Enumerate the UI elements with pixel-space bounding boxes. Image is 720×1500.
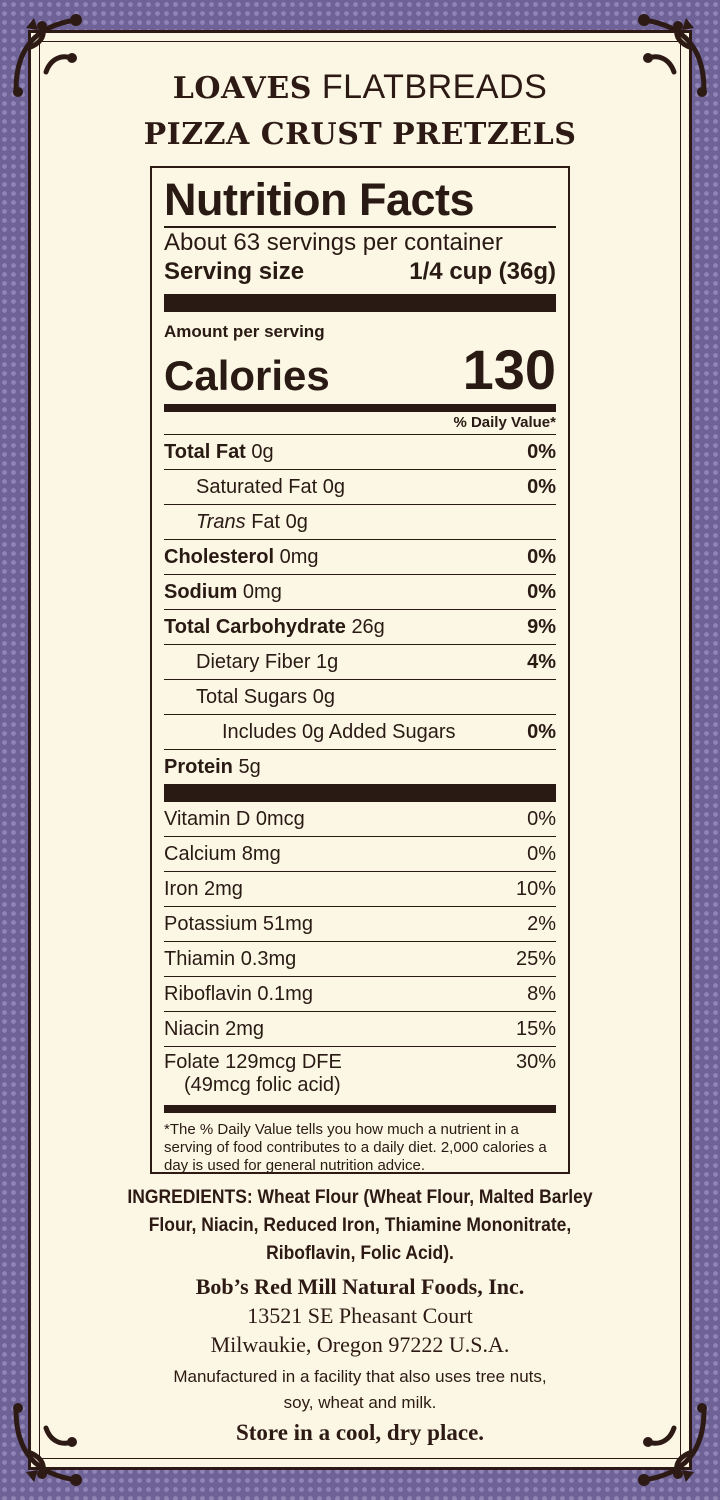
vitamin-name: Vitamin D 0mcg (164, 807, 305, 830)
nutrient-percent: 0% (527, 440, 556, 463)
nutrition-facts-title: Nutrition Facts (164, 174, 475, 225)
medium-divider (164, 404, 556, 412)
nutrient-name: Protein (164, 755, 233, 778)
calories-label: Calories (164, 352, 330, 399)
heading-pretzels: PRETZELS (392, 117, 577, 152)
nutrient-percent: 0% (527, 475, 556, 498)
company-name: Bob’s Red Mill Natural Foods, Inc. (195, 1274, 525, 1299)
nutrient-row-saturated-fat (164, 470, 556, 505)
vitamin-row (164, 872, 556, 907)
vitamin-name: Potassium 51mg (164, 912, 313, 935)
allergen-statement: Manufactured in a facility that also uses tree nuts, soy, wheat and milk. (173, 1367, 547, 1412)
nutrient-amount: 0mg (242, 580, 282, 603)
vitamin-subtext: (49mcg folic acid) (184, 1074, 341, 1096)
calories-row (164, 338, 556, 401)
heading-loaves: LOAVES (172, 71, 312, 106)
vitamin-row (164, 1012, 556, 1047)
nutrient-row-sodium (164, 575, 556, 610)
nutrient-name: Includes 0g Added Sugars (222, 720, 456, 743)
thick-divider (164, 784, 556, 802)
heading-flatbreads: FLATBREADS (321, 68, 548, 106)
nutrient-percent: 9% (527, 615, 556, 638)
nutrient-row-total-fat (164, 435, 556, 470)
vitamin-name: Calcium 8mg (164, 842, 281, 865)
uses-heading-line2 (0, 114, 720, 154)
vitamin-row-folate (164, 1047, 556, 1105)
nutrient-percent: 0% (527, 580, 556, 603)
vitamin-percent: 8% (527, 982, 556, 1005)
medium-divider (164, 1105, 556, 1113)
nutrient-name: Total Fat (164, 440, 246, 463)
nutrient-name: Total Sugars 0g (196, 685, 335, 708)
thick-divider (164, 294, 556, 312)
serving-size-label: Serving size (164, 258, 305, 285)
nutrient-name: Cholesterol (164, 545, 275, 568)
nutrient-amount: 0mg (279, 545, 319, 568)
vitamin-percent: 10% (515, 877, 556, 900)
nutrient-row-added-sugars (164, 715, 556, 750)
servings-per-container: About 63 servings per container (164, 229, 503, 256)
nutrient-percent: 0% (527, 545, 556, 568)
vitamin-name: Folate 129mcg DFE (164, 1051, 342, 1073)
heading-pizza-crust: PIZZA CRUST (143, 117, 383, 152)
nutrient-row-dietary-fiber (164, 645, 556, 680)
company-address-line2: Milwaukie, Oregon 97222 U.S.A. (210, 1332, 510, 1357)
ingredients-text: INGREDIENTS: Wheat Flour (Wheat Flour, Malted Barley Flour, Niacin, Reduced Iron, Thiamine Mononitrate, Riboflavin, Folic Acid). (127, 1187, 593, 1264)
vitamin-percent: 25% (515, 947, 556, 970)
nutrient-row-trans-fat (164, 505, 556, 540)
nutrient-row-protein (164, 750, 556, 784)
nutrient-amount: 0g (251, 440, 274, 463)
vitamin-row (164, 942, 556, 977)
vitamin-percent: 2% (527, 912, 556, 935)
serving-size-value: 1/4 cup (36g) (409, 258, 556, 285)
nutrient-amount: 5g (238, 755, 261, 778)
corner-flourish-icon (6, 1400, 98, 1492)
vitamin-name: Riboflavin 0.1mg (164, 982, 313, 1005)
vitamin-percent: 0% (527, 842, 556, 865)
vitamin-percent: 15% (515, 1017, 556, 1040)
nutrient-name: Total Carbohydrate (164, 615, 346, 638)
company-address-line1: 13521 SE Pheasant Court (247, 1303, 473, 1328)
nutrient-percent: 4% (527, 650, 556, 673)
nutrient-name-italic: Trans (196, 510, 246, 533)
nutrient-percent: 0% (527, 720, 556, 743)
amount-per-serving: Amount per serving (164, 322, 325, 341)
vitamin-percent: 30% (515, 1051, 556, 1073)
nutrient-amount: 26g (351, 615, 385, 638)
vitamin-row (164, 802, 556, 837)
daily-value-footnote: *The % Daily Value tells you how much a nutrient in a serving of food contributes to a daily diet. 2,000 calories a day is used for general nutrition advice. (164, 1121, 547, 1174)
vitamin-row (164, 907, 556, 942)
vitamin-name: Niacin 2mg (164, 1017, 265, 1040)
calories-value: 130 (462, 338, 556, 401)
nutrient-row-total-sugars (164, 680, 556, 715)
nutrient-row-total-carbohydrate (164, 610, 556, 645)
corner-flourish-icon (622, 1400, 714, 1492)
vitamin-name: Thiamin 0.3mg (164, 947, 297, 970)
nutrient-name: Sodium (164, 580, 238, 603)
daily-value-header: % Daily Value* (164, 412, 556, 435)
nutrient-row-cholesterol (164, 540, 556, 575)
vitamin-row (164, 977, 556, 1012)
vitamin-row (164, 837, 556, 872)
uses-heading-line1 (0, 68, 720, 108)
storage-instructions: Store in a cool, dry place. (235, 1420, 485, 1445)
serving-size-row (164, 258, 556, 286)
nutrient-name: Saturated Fat 0g (196, 475, 345, 498)
vitamin-name: Iron 2mg (164, 877, 243, 900)
nutrition-facts-panel (150, 166, 570, 1174)
nutrient-name: Dietary Fiber 1g (196, 650, 339, 673)
vitamin-percent: 0% (527, 807, 556, 830)
nutrient-name: Fat 0g (251, 510, 308, 533)
